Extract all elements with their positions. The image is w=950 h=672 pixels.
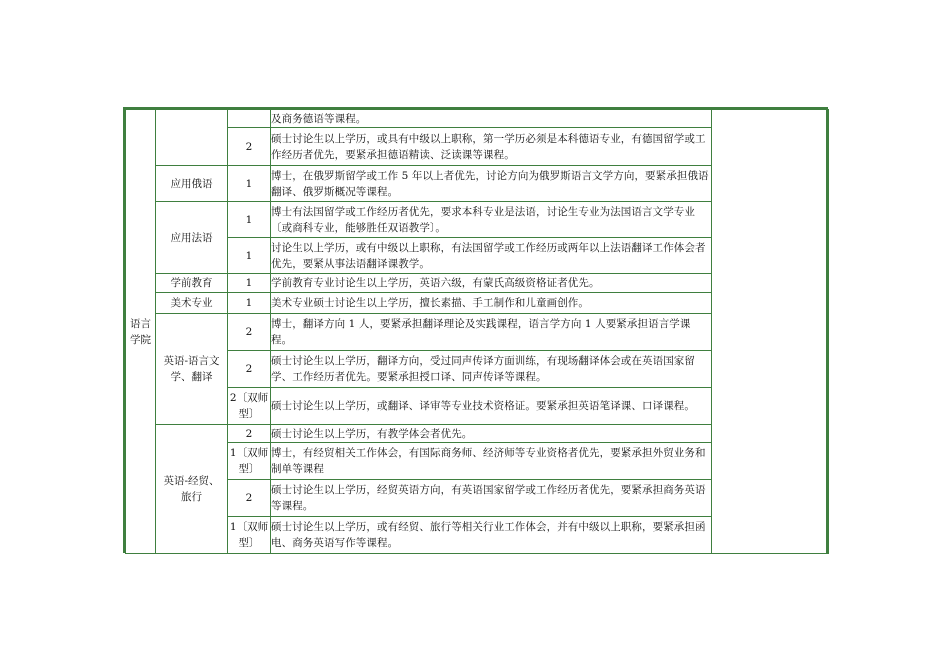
count-cell: 2 — [228, 425, 271, 443]
requirement-cell: 博士有法国留学或工作经历者优先，要求本科专业是法语，讨论生专业为法国语言文学专业〔或商科专业，能够胜任双语教学〕。 — [271, 202, 712, 238]
count-cell: 2 — [228, 128, 271, 166]
major-cell-german — [156, 110, 228, 166]
requirement-cell: 博士，有经贸相关工作体会，有国际商务师、经济师等专业资格者优先，要紧承担外贸业务和制单等课程 — [271, 443, 712, 480]
requirement-cell: 硕士讨论生以上学历，翻译方向，受过同声传译方面训练，有现场翻译体会或在英语国家留学、工作经历者优先。要紧承担授口译、同声传译等课程。 — [271, 351, 712, 388]
count-cell — [228, 110, 271, 128]
major-name: 英语-经贸、旅行 — [163, 475, 220, 503]
requirement-cell: 硕士讨论生以上学历，或具有中级以上职称，第一学历必须是本科德语专业，有德国留学或工作经历者优先，要紧承担德语精读、泛读课等课程。 — [271, 128, 712, 166]
requirement-cell: 硕士讨论生以上学历，或翻译、译审等专业技术资格证。要紧承担英语笔译课、口译课程。 — [271, 388, 712, 425]
count-cell: 1 — [228, 274, 271, 293]
remarks-cell — [712, 110, 829, 554]
count-cell: 1〔双师型〕 — [228, 517, 271, 554]
recruitment-table-frame — [123, 107, 828, 553]
count-cell: 2〔双师型〕 — [228, 388, 271, 425]
count-cell: 1 — [228, 166, 271, 202]
recruitment-table — [125, 109, 829, 554]
major-name: 英语-语言文学、翻译 — [163, 355, 220, 383]
count-cell: 1〔双师型〕 — [228, 443, 271, 480]
major-cell: 学前教育 — [156, 274, 228, 293]
major-cell: 美术专业 — [156, 293, 228, 314]
major-cell: 应用俄语 — [156, 166, 228, 202]
count-cell: 1 — [228, 202, 271, 238]
count-cell: 2 — [228, 314, 271, 351]
table-row — [126, 110, 829, 128]
major-cell — [156, 425, 228, 554]
count-cell: 1 — [228, 293, 271, 314]
requirement-cell: 博士，翻译方向 1 人，要紧承担翻译理论及实践课程，语言学方向 1 人要紧承担语言学课程。 — [271, 314, 712, 351]
requirement-cell: 硕士讨论生以上学历，经贸英语方向，有英语国家留学或工作经历者优先，要紧承担商务英语等课程。 — [271, 480, 712, 517]
requirement-cell: 硕士讨论生以上学历，或有经贸、旅行等相关行业工作体会，并有中级以上职称，要紧承担函电、商务英语写作等课程。 — [271, 517, 712, 554]
requirement-cell: 美术专业硕士讨论生以上学历，擅长素描、手工制作和儿童画创作。 — [271, 293, 712, 314]
requirement-cell: 及商务德语等课程。 — [271, 110, 712, 128]
requirement-cell: 博士，在俄罗斯留学或工作 5 年以上者优先，讨论方向为俄罗斯语言文学方向，要紧承担俄语翻译、俄罗斯概况等课程。 — [271, 166, 712, 202]
requirement-cell: 硕士讨论生以上学历，有教学体会者优先。 — [271, 425, 712, 443]
count-cell: 2 — [228, 480, 271, 517]
college-name: 语言学院 — [130, 317, 151, 346]
requirement-cell: 学前教育专业讨论生以上学历，英语六级，有蒙氏高级资格证者优先。 — [271, 274, 712, 293]
requirement-cell: 讨论生以上学历，或有中级以上职称，有法国留学或工作经历或两年以上法语翻译工作体会者优先，要紧从事法语翻译课教学。 — [271, 238, 712, 274]
major-cell — [156, 314, 228, 425]
major-cell: 应用法语 — [156, 202, 228, 274]
count-cell: 2 — [228, 351, 271, 388]
college-cell — [126, 110, 156, 554]
count-cell: 1 — [228, 238, 271, 274]
